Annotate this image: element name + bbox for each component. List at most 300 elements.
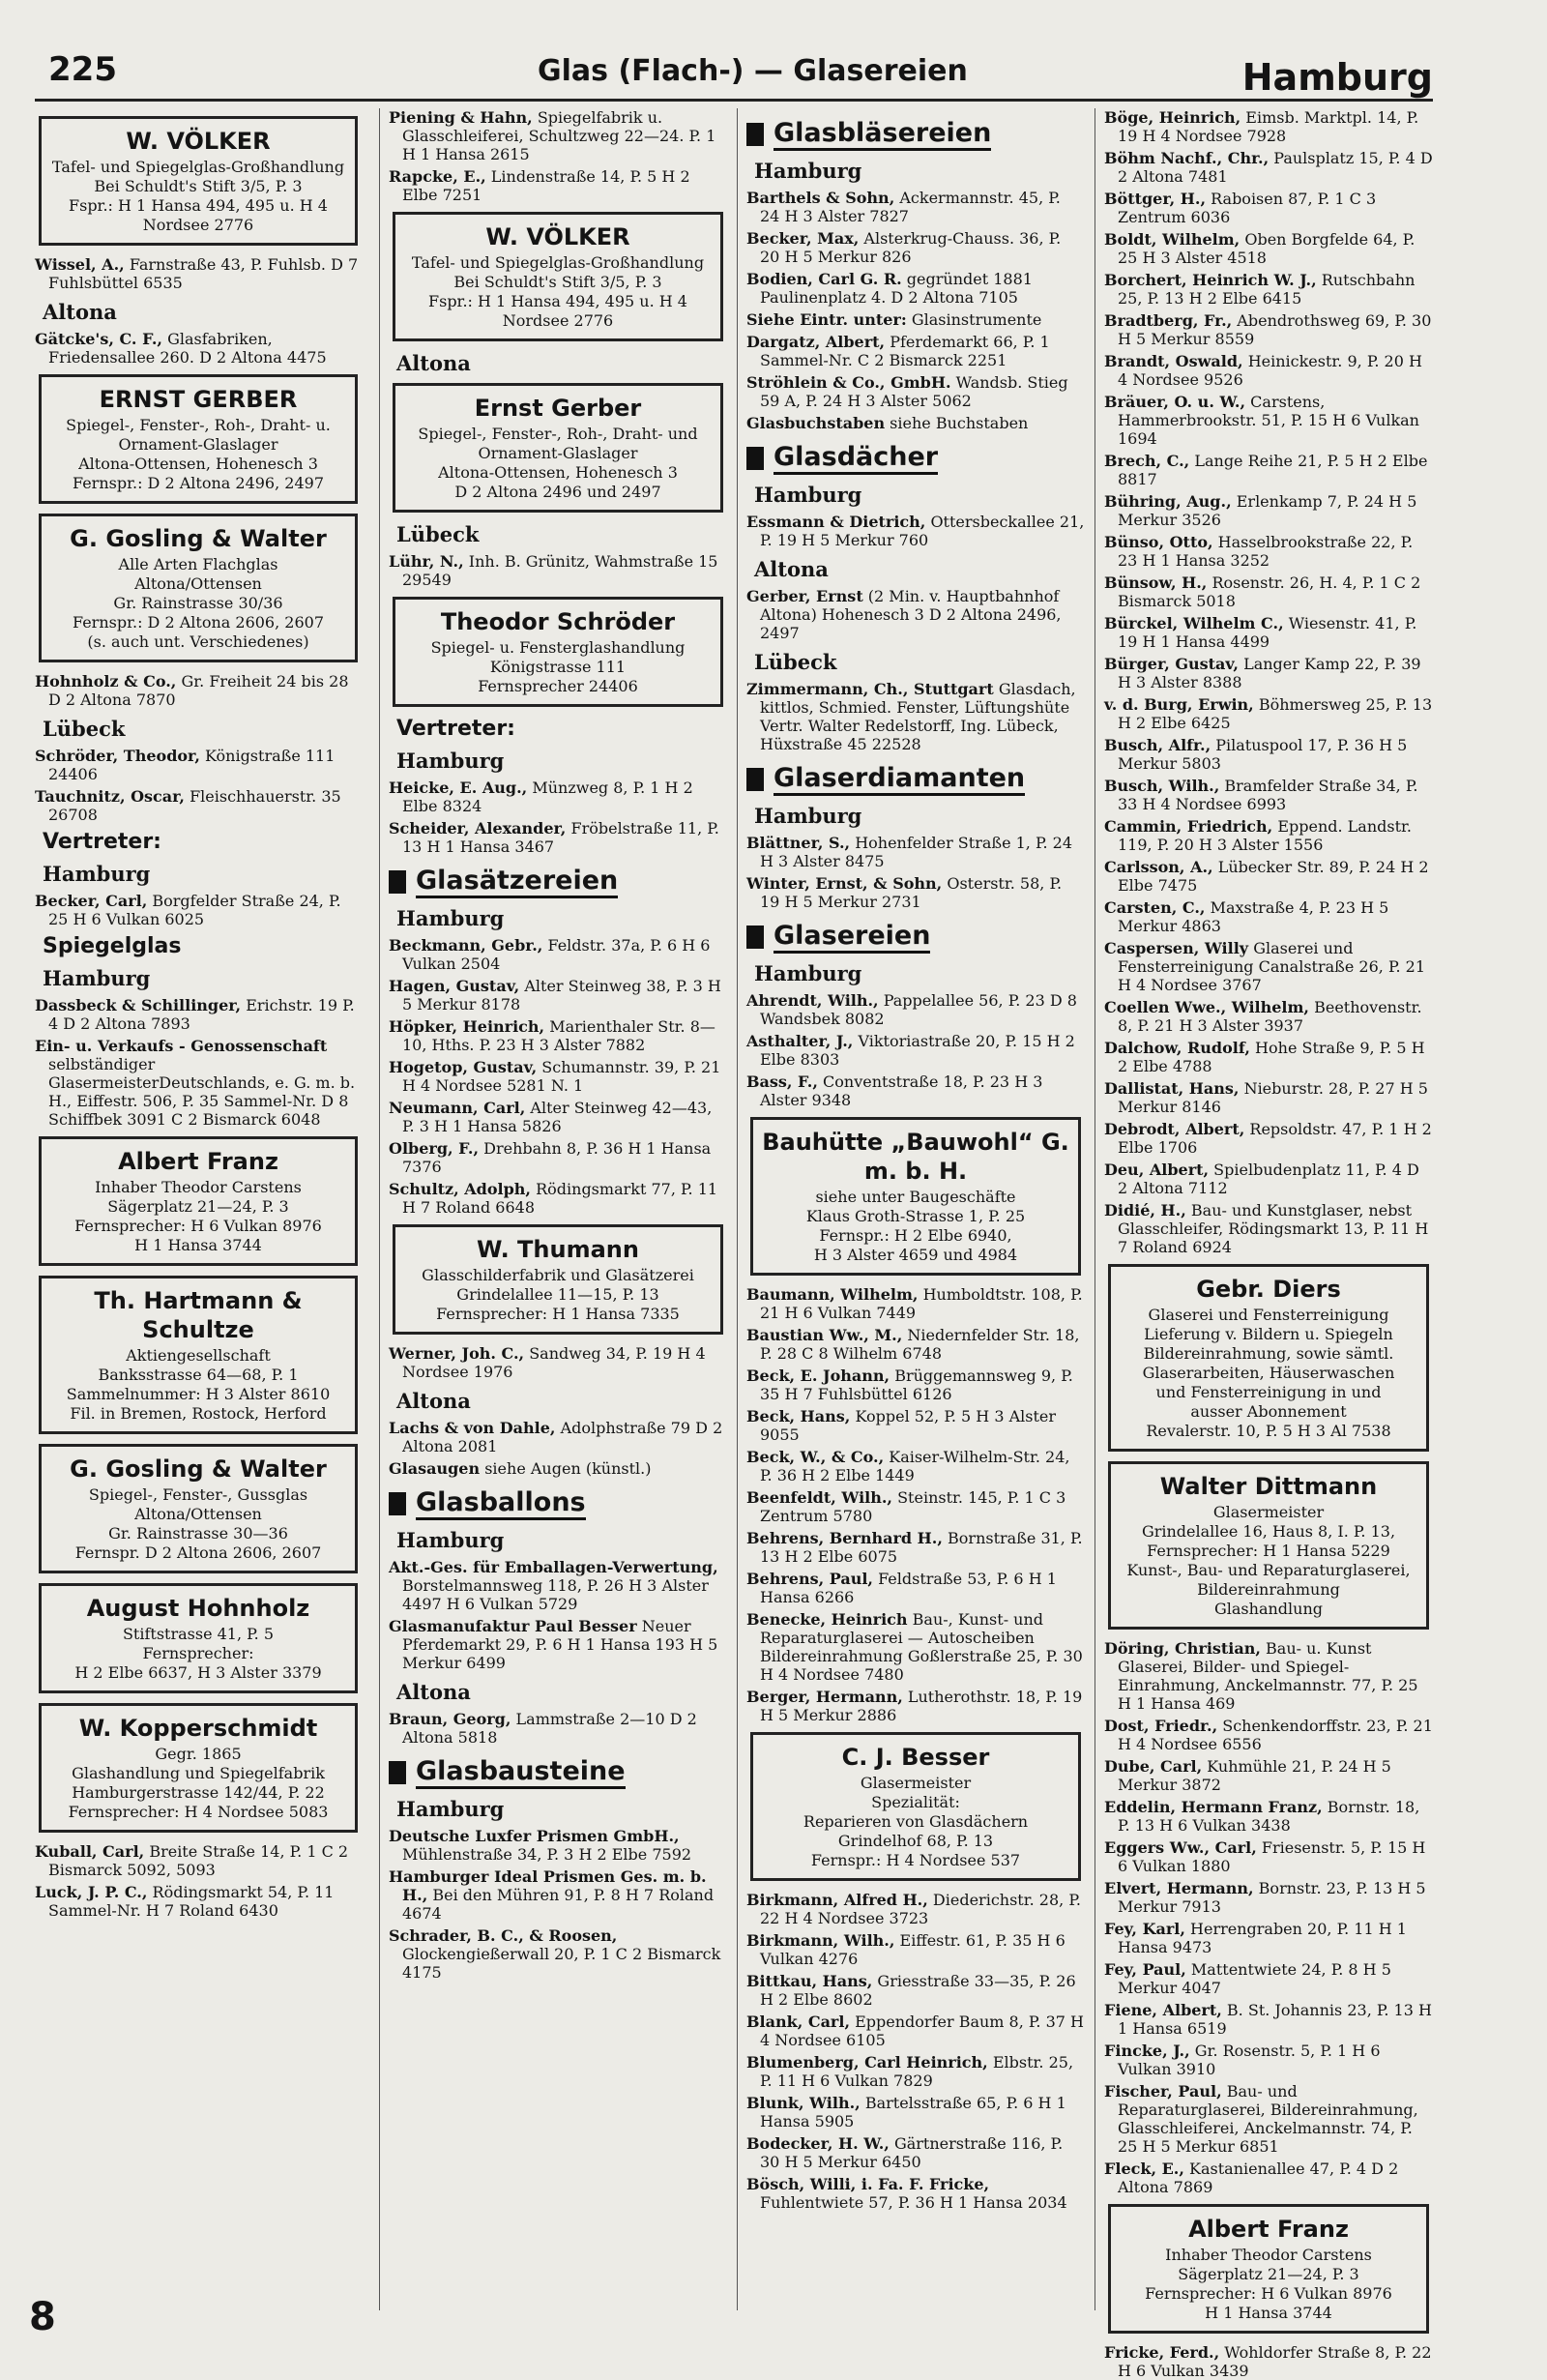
entry-name: Bradtberg, Fr., <box>1104 311 1233 330</box>
entry-name: Eddelin, Hermann Franz, <box>1104 1798 1323 1816</box>
entry-details: Rödingsmarkt 77, P. 11 H 7 Roland 6648 <box>402 1180 718 1217</box>
directory-entry <box>746 1688 1085 1724</box>
entry-name: Bünsow, H., <box>1104 573 1208 592</box>
entry-details: Lammstraße 2—10 D 2 Altona 5818 <box>402 1710 697 1747</box>
directory-entry <box>1104 898 1433 935</box>
advertisement-box <box>393 597 723 707</box>
entry-name: Baustian Ww., M., <box>746 1326 903 1344</box>
entry-name: Böhm Nachf., Chr., <box>1104 149 1270 167</box>
directory-entry <box>1104 1798 1433 1835</box>
section-heading <box>746 763 1085 796</box>
entry-name: Ströhlein & Co., GmbH. <box>746 373 951 392</box>
directory-entry <box>746 1488 1085 1525</box>
entry-details: Abendrothsweg 69, P. 30 H 5 Merkur 8559 <box>1118 311 1432 348</box>
ad-line: Alle Arten Flachglas <box>118 555 278 573</box>
advertisement-box <box>39 1703 358 1833</box>
section-heading <box>746 118 1085 151</box>
section-marker-icon <box>746 447 764 470</box>
entry-details: Beethovenstr. 8, P. 21 H 3 Alster 3937 <box>1118 998 1422 1035</box>
entry-details: Bau-, Kunst- und Reparaturglaserei — Autoscheiben Bildereinrahmung Goßlerstraße 25, P. 30 H 4 Nordsee 7480 <box>760 1610 1083 1684</box>
section-marker-icon <box>389 1761 406 1784</box>
entry-name: Piening & Hahn, <box>389 108 533 127</box>
entry-details: Glasfabriken, Friedensallee 260. D 2 Altona 4475 <box>48 330 327 367</box>
directory-entry <box>746 1931 1085 1968</box>
entry-name: Schrader, B. C., & Roosen, <box>389 1926 618 1945</box>
section-marker-icon <box>746 123 764 146</box>
directory-entry <box>1104 1120 1433 1157</box>
ad-line: Glasermeister <box>860 1774 972 1792</box>
entry-details: Niedernfelder Str. 18, P. 28 C 8 Wilhelm 6748 <box>760 1326 1080 1363</box>
entry-name: Behrens, Bernhard H., <box>746 1529 943 1547</box>
section-title: Glaserdiamanten <box>774 763 1025 796</box>
directory-entry <box>1104 190 1433 226</box>
section-marker-icon <box>746 926 764 949</box>
entry-details: Glaserei und Fensterreinigung Canalstraße 26, P. 21 H 4 Nordsee 3767 <box>1118 939 1425 994</box>
entry-details: Böhmersweg 25, P. 13 H 2 Elbe 6425 <box>1118 695 1433 732</box>
page-header <box>35 39 1433 97</box>
column-3 <box>746 108 1085 2330</box>
ad-line: Glashandlung <box>1213 1600 1323 1618</box>
entry-details: Hohe Straße 9, P. 5 H 2 Elbe 4788 <box>1118 1039 1425 1075</box>
advertisement-box <box>393 383 723 513</box>
entry-name: Dalchow, Rudolf, <box>1104 1039 1250 1057</box>
entry-name: Bräuer, O. u. W., <box>1104 393 1246 411</box>
entry-name: Blunk, Wilh., <box>746 2094 861 2112</box>
ad-company-name: Walter Dittmann <box>1159 1473 1378 1500</box>
entry-name: Siehe Eintr. unter: <box>746 310 907 329</box>
entry-details: Carstens, Hammerbrookstr. 51, P. 15 H 6 Vulkan 1694 <box>1118 393 1419 448</box>
ad-line: Spiegel-, Fenster-, Roh-, Draht- und Ornament-Glaslager <box>418 425 698 462</box>
ad-company-name: W. VÖLKER <box>485 223 630 250</box>
entry-details: Bornstr. 18, P. 13 H 6 Vulkan 3438 <box>1118 1798 1420 1835</box>
ad-line: Altona-Ottensen, Hohenesch 3 <box>78 455 318 473</box>
ad-company-name: C. J. Besser <box>841 1744 990 1771</box>
directory-entry <box>1104 736 1433 773</box>
entry-details: Ottersbeckallee 21, P. 19 H 5 Merkur 760 <box>760 513 1085 549</box>
ad-line: Spiegel-, Fenster-, Gussglas <box>88 1485 308 1504</box>
entry-details: B. St. Johannis 23, P. 13 H 1 Hansa 6519 <box>1118 2001 1432 2038</box>
entry-details: (2 Min. v. Hauptbahnhof Altona) Hohenesch 3 D 2 Altona 2496, 2497 <box>760 587 1062 642</box>
directory-entry <box>389 1180 727 1217</box>
section-title: Glasdächer <box>774 442 938 475</box>
entry-details: Raboisen 87, P. 1 C 3 Zentrum 6036 <box>1118 190 1377 226</box>
entry-name: Birkmann, Alfred H., <box>746 1891 928 1909</box>
ad-line: Glashandlung und Spiegelfabrik <box>72 1764 325 1782</box>
entry-name: Braun, Georg, <box>389 1710 511 1728</box>
directory-entry <box>1104 858 1433 895</box>
city-heading: Lübeck <box>43 717 126 741</box>
entry-details: Breite Straße 14, P. 1 C 2 Bismarck 5092, 5093 <box>48 1842 349 1879</box>
advertisement-box <box>1108 1461 1429 1630</box>
entry-name: Luck, J. P. C., <box>35 1883 148 1901</box>
entry-details: Feldstraße 53, P. 6 H 1 Hansa 6266 <box>760 1570 1057 1606</box>
entry-name: Winter, Ernst, & Sohn, <box>746 874 943 893</box>
entry-name: Bittkau, Hans, <box>746 1972 873 1990</box>
directory-entry <box>1104 1039 1433 1075</box>
city-heading: Altona <box>396 1680 471 1704</box>
directory-entry <box>35 1842 362 1879</box>
entry-name: Beck, Hans, <box>746 1407 851 1425</box>
entry-name: Zimmermann, Ch., Stuttgart <box>746 680 994 698</box>
directory-entry <box>35 787 362 824</box>
city-heading: Hamburg <box>43 862 151 886</box>
directory-entry <box>746 1891 1085 1927</box>
entry-name: Bühring, Aug., <box>1104 492 1232 511</box>
entry-name: Bünso, Otto, <box>1104 533 1213 551</box>
ad-line: Grindelhof 68, P. 13 <box>837 1832 994 1850</box>
directory-entry <box>35 892 362 928</box>
directory-entry <box>1104 1639 1433 1713</box>
city-heading: Altona <box>754 557 829 581</box>
section-marker-icon <box>389 1492 406 1515</box>
entry-name: Bürckel, Wilhelm C., <box>1104 614 1284 632</box>
entry-name: Lachs & von Dahle, <box>389 1419 556 1437</box>
ad-line: Glasermeister <box>1212 1503 1325 1521</box>
directory-entry <box>746 1072 1085 1109</box>
entry-name: Olberg, F., <box>389 1139 480 1158</box>
entry-details: Koppel 52, P. 5 H 3 Alster 9055 <box>760 1407 1057 1444</box>
entry-name: Schröder, Theodor, <box>35 747 200 765</box>
ad-company-name: Theodor Schröder <box>440 608 676 635</box>
entry-details: siehe Buchstaben <box>890 414 1029 432</box>
entry-name: Carlsson, A., <box>1104 858 1213 876</box>
directory-entry <box>389 1617 727 1672</box>
entry-details: Lindenstraße 14, P. 5 H 2 Elbe 7251 <box>402 167 690 204</box>
directory-entry <box>746 229 1085 266</box>
entry-details: Schenkendorffstr. 23, P. 21 H 4 Nordsee 6556 <box>1118 1717 1433 1753</box>
entry-details: siehe Augen (künstl.) <box>484 1459 652 1478</box>
entry-details: Paulsplatz 15, P. 4 D 2 Altona 7481 <box>1118 149 1433 186</box>
entry-details: Glockengießerwall 20, P. 1 C 2 Bismarck 4175 <box>402 1945 721 1982</box>
entry-name: Böttger, H., <box>1104 190 1207 208</box>
entry-name: Beck, W., & Co., <box>746 1448 885 1466</box>
directory-entry <box>746 270 1085 307</box>
directory-entry <box>746 680 1085 753</box>
directory-entry <box>1104 655 1433 691</box>
ad-line: Fernspr. D 2 Altona 2606, 2607 <box>74 1543 322 1562</box>
directory-entry <box>1104 817 1433 854</box>
entry-name: Fricke, Ferd., <box>1104 2343 1220 2362</box>
ad-line: Fernsprecher: H 1 Hansa 7335 <box>436 1305 680 1323</box>
entry-name: Beck, E. Johann, <box>746 1366 890 1385</box>
ad-company-name: G. Gosling & Walter <box>70 1455 327 1483</box>
ad-line: Inhaber Theodor Carstens <box>95 1178 302 1196</box>
advertisement-box <box>750 1732 1081 1881</box>
ad-line: und Fensterreinigung in und <box>1155 1383 1382 1401</box>
directory-entry <box>1104 230 1433 267</box>
entry-details: Nieburstr. 28, P. 27 H 5 Merkur 8146 <box>1118 1079 1428 1116</box>
entry-details: Bartelsstraße 65, P. 6 H 1 Hansa 5905 <box>760 2094 1066 2130</box>
entry-name: Glasbuchstaben <box>746 414 886 432</box>
directory-entry <box>746 1366 1085 1403</box>
city-heading: Hamburg <box>754 159 862 183</box>
entry-name: Blättner, S., <box>746 834 851 852</box>
section-heading <box>389 1487 727 1520</box>
ad-line: Fspr.: H 1 Hansa 494, 495 u. H 4 Nordsee 2776 <box>69 196 328 234</box>
directory-entry <box>1104 2001 1433 2038</box>
ad-line: Bei Schuldt's Stift 3/5, P. 3 <box>453 273 662 291</box>
entry-name: Deutsche Luxfer Prismen GmbH., <box>389 1827 680 1845</box>
entry-details: Fuhlentwiete 57, P. 36 H 1 Hansa 2034 <box>760 2193 1067 2212</box>
directory-entry <box>389 108 727 163</box>
ad-line: Glaserarbeiten, Häuserwaschen <box>1142 1364 1395 1382</box>
directory-entry <box>746 1326 1085 1363</box>
entry-name: Didié, H., <box>1104 1201 1186 1219</box>
entry-name: Hogetop, Gustav, <box>389 1058 538 1076</box>
ad-line: Spezialität: <box>871 1793 960 1811</box>
ad-line: Spiegel-, Fenster-, Roh-, Draht- u. Ornament-Glaslager <box>66 416 331 454</box>
directory-entry <box>1104 1879 1433 1916</box>
directory-entry <box>389 819 727 856</box>
entry-name: Fischer, Paul, <box>1104 2082 1222 2101</box>
advertisement-box <box>750 1117 1081 1276</box>
entry-name: Fey, Paul, <box>1104 1960 1186 1979</box>
entry-details: Wohldorfer Straße 8, P. 22 H 6 Vulkan 3439 <box>1118 2343 1432 2380</box>
entry-name: Bodien, Carl G. R. <box>746 270 902 288</box>
ad-line: Fernsprecher: H 1 Hansa 5229 <box>1147 1542 1390 1560</box>
ad-line: Fernspr.: D 2 Altona 2606, 2607 <box>72 613 324 632</box>
entry-details: Inh. B. Grünitz, Wahmstraße 15 29549 <box>402 552 718 589</box>
city-heading: Hamburg <box>754 483 862 507</box>
city-heading: Hamburg <box>754 804 862 828</box>
ad-line: Lieferung v. Bildern u. Spiegeln <box>1144 1325 1393 1343</box>
entry-name: Dassbeck & Schillinger, <box>35 996 242 1014</box>
directory-entry <box>746 1972 1085 2009</box>
directory-entry <box>746 310 1085 329</box>
entry-details: Mattentwiete 24, P. 8 H 5 Merkur 4047 <box>1118 1960 1391 1997</box>
entry-details: Adolphstraße 79 D 2 Altona 2081 <box>402 1419 723 1455</box>
advertisement-box <box>1108 1264 1429 1452</box>
entry-details: Kaiser-Wilhelm-Str. 24, P. 36 H 2 Elbe 1449 <box>760 1448 1070 1484</box>
directory-entry <box>1104 998 1433 1035</box>
entry-name: Kuball, Carl, <box>35 1842 145 1861</box>
entry-details: Gr. Rosenstr. 5, P. 1 H 6 Vulkan 3910 <box>1118 2042 1381 2078</box>
entry-name: Becker, Max, <box>746 229 860 248</box>
entry-name: Boldt, Wilhelm, <box>1104 230 1241 249</box>
entry-details: Hasselbrookstraße 22, P. 23 H 1 Hansa 3252 <box>1118 533 1414 570</box>
entry-name: Scheider, Alexander, <box>389 819 567 837</box>
section-heading <box>389 866 727 898</box>
section-heading <box>746 921 1085 954</box>
entry-details: Repsoldstr. 47, P. 1 H 2 Elbe 1706 <box>1118 1120 1432 1157</box>
city-heading: Hamburg <box>754 961 862 985</box>
directory-entry <box>746 2134 1085 2171</box>
directory-entry <box>746 1285 1085 1322</box>
entry-name: Bass, F., <box>746 1072 818 1091</box>
entry-name: Carsten, C., <box>1104 898 1206 917</box>
directory-entry <box>389 1419 727 1455</box>
page-number: 225 <box>48 50 117 89</box>
directory-entry <box>1104 1920 1433 1956</box>
directory-entry <box>389 1867 727 1923</box>
ad-line: Inhaber Theodor Carstens <box>1165 2246 1372 2264</box>
entry-name: Elvert, Hermann, <box>1104 1879 1254 1897</box>
page-title: Glas (Flach-) — Glasereien <box>538 54 968 88</box>
entry-details: Bornstr. 23, P. 13 H 5 Merkur 7913 <box>1118 1879 1426 1916</box>
entry-details: Bei den Mühren 91, P. 8 H 7 Roland 4674 <box>402 1886 715 1923</box>
city-heading: Lübeck <box>754 650 837 674</box>
directory-entry <box>1104 1838 1433 1875</box>
entry-name: Neumann, Carl, <box>389 1099 526 1117</box>
advertisement-box <box>39 514 358 662</box>
directory-entry <box>389 1099 727 1135</box>
entry-details: Lübecker Str. 89, P. 24 H 2 Elbe 7475 <box>1118 858 1429 895</box>
directory-entry <box>389 936 727 973</box>
entry-details: Königstraße 111 24406 <box>48 747 336 783</box>
city-heading: Altona <box>43 300 117 324</box>
entry-details: Erlenkamp 7, P. 24 H 5 Merkur 3526 <box>1118 492 1417 529</box>
entry-name: Ahrendt, Wilh., <box>746 991 879 1010</box>
ad-company-name: Ernst Gerber <box>474 395 642 422</box>
ad-line: Fernsprecher 24406 <box>478 677 638 695</box>
entry-details: Oben Borgfelde 64, P. 25 H 3 Alster 4518 <box>1118 230 1416 267</box>
entry-name: Hamburger Ideal Prismen Ges. m. b. H., <box>389 1867 707 1904</box>
entry-details: Rödingsmarkt 54, P. 11 Sammel-Nr. H 7 Roland 6430 <box>48 1883 335 1920</box>
entry-name: Birkmann, Wilh., <box>746 1931 895 1950</box>
ad-line: Glasschilderfabrik und Glasätzerei <box>422 1266 694 1284</box>
ad-company-name: G. Gosling & Walter <box>70 525 327 552</box>
directory-entry <box>746 189 1085 225</box>
ad-line: Sägerplatz 21—24, P. 3 <box>107 1197 289 1216</box>
entry-name: Akt.-Ges. für Emballagen-Verwertung, <box>389 1558 718 1576</box>
ad-company-name: Bauhütte „Bauwohl“ G. m. b. H. <box>762 1129 1069 1185</box>
ad-line: Tafel- und Spiegelglas-Großhandlung <box>51 158 345 176</box>
entry-details: Bau- und Kunstglaser, nebst Glasschleifer, Rödingsmarkt 13, P. 11 H 7 Roland 6924 <box>1118 1201 1429 1256</box>
directory-entry <box>35 747 362 783</box>
directory-entry <box>1104 939 1433 994</box>
ad-line: Kunst-, Bau- und Reparaturglaserei, Bildereinrahmung <box>1126 1561 1411 1599</box>
entry-name: Fincke, J., <box>1104 2042 1190 2060</box>
entry-details: Ackermannstr. 45, P. 24 H 3 Alster 7827 <box>760 189 1061 225</box>
entry-details: Friesenstr. 5, P. 15 H 6 Vulkan 1880 <box>1118 1838 1426 1875</box>
entry-name: Barthels & Sohn, <box>746 189 895 207</box>
entry-name: Höpker, Heinrich, <box>389 1017 545 1036</box>
ad-line: H 1 Hansa 3744 <box>1205 2304 1332 2322</box>
entry-details: Langer Kamp 22, P. 39 H 3 Alster 8388 <box>1118 655 1421 691</box>
city-heading: Altona <box>396 1389 471 1413</box>
directory-entry <box>746 874 1085 911</box>
entry-name: Hagen, Gustav, <box>389 977 520 995</box>
ad-line: Fil. in Bremen, Rostock, Herford <box>70 1404 327 1423</box>
entry-details: Eiffestr. 61, P. 35 H 6 Vulkan 4276 <box>760 1931 1065 1968</box>
ad-line: Banksstrasse 64—68, P. 1 <box>98 1366 299 1384</box>
directory-entry <box>746 1610 1085 1684</box>
entry-name: Asthalter, J., <box>746 1032 854 1050</box>
ad-line: Grindelallee 16, Haus 8, I. P. 13, <box>1141 1522 1396 1541</box>
entry-details: Bramfelder Straße 34, P. 33 H 4 Nordsee 6993 <box>1118 777 1418 813</box>
ad-line: Gr. Rainstrasse 30—36 <box>108 1524 288 1543</box>
city-heading: Altona <box>396 351 471 375</box>
directory-entry <box>35 672 362 709</box>
entry-name: Schultz, Adolph, <box>389 1180 531 1198</box>
advertisement-box <box>39 116 358 246</box>
running-city: Hamburg <box>1241 56 1433 99</box>
ad-line: Fernsprecher: <box>142 1644 254 1662</box>
entry-details: Sandweg 34, P. 19 H 4 Nordsee 1976 <box>402 1344 706 1381</box>
directory-entry <box>1104 1757 1433 1794</box>
entry-details: Erichstr. 19 P. 4 D 2 Altona 7893 <box>48 996 355 1033</box>
ad-line: Altona/Ottensen <box>134 574 262 593</box>
directory-entry <box>1104 695 1433 732</box>
directory-entry <box>1104 352 1433 389</box>
entry-details: Rosenstr. 26, H. 4, P. 1 C 2 Bismarck 5018 <box>1118 573 1421 610</box>
ad-line: Bildereinrahmung, sowie sämtl. <box>1143 1344 1394 1363</box>
entry-name: Gerber, Ernst <box>746 587 863 605</box>
ad-line: siehe unter Baugeschäfte <box>815 1188 1016 1206</box>
ad-line: Glaserei und Fensterreinigung <box>1148 1306 1389 1324</box>
advertisement-box <box>39 1136 358 1266</box>
entry-name: Ein- u. Verkaufs - Genossenschaft <box>35 1037 328 1055</box>
directory-entry <box>746 2053 1085 2090</box>
entry-name: Rapcke, E., <box>389 167 486 186</box>
directory-entry <box>389 977 727 1014</box>
ad-line: Fernspr.: H 2 Elbe 6940, <box>819 1226 1012 1245</box>
ad-line: Revalerstr. 10, P. 5 H 3 Al 7538 <box>1146 1422 1391 1440</box>
entry-details: Gr. Freiheit 24 bis 28 D 2 Altona 7870 <box>48 672 349 709</box>
directory-entry <box>746 513 1085 549</box>
entry-name: Fleck, E., <box>1104 2160 1184 2178</box>
directory-entry <box>746 2094 1085 2130</box>
entry-details: Humboldtstr. 108, P. 21 H 6 Vulkan 7449 <box>760 1285 1083 1322</box>
ad-line: Königstrasse 111 <box>489 658 627 676</box>
ad-line: Fernspr.: H 4 Nordsee 537 <box>810 1851 1021 1869</box>
entry-details: Kuhmühle 21, P. 24 H 5 Merkur 3872 <box>1118 1757 1391 1794</box>
directory-entry <box>746 333 1085 369</box>
advertisement-box <box>1108 2204 1429 2334</box>
subheading: Spiegelglas <box>43 934 182 958</box>
entry-name: Fiene, Albert, <box>1104 2001 1222 2019</box>
directory-entry <box>389 1459 727 1478</box>
ad-line: Hamburgerstrasse 142/44, P. 22 <box>72 1783 325 1802</box>
entry-name: Borchert, Heinrich W. J., <box>1104 271 1317 289</box>
city-heading: Hamburg <box>396 749 505 773</box>
directory-entry <box>746 1448 1085 1484</box>
entry-name: Glasmanufaktur Paul Besser <box>389 1617 637 1635</box>
ad-line: H 2 Elbe 6637, H 3 Alster 3379 <box>74 1663 322 1682</box>
entry-name: Döring, Christian, <box>1104 1639 1261 1658</box>
directory-entry <box>1104 492 1433 529</box>
entry-details: Lutherothstr. 18, P. 19 H 5 Merkur 2886 <box>760 1688 1083 1724</box>
ad-line: Fernspr.: D 2 Altona 2496, 2497 <box>72 474 324 492</box>
subheading: Vertreter: <box>43 830 161 854</box>
entry-details: Glasdach, kittlos, Schmied. Fenster, Lüftungshüte Vertr. Walter Redelstorff, Ing. Lübeck, Hüxstraße 45 22528 <box>760 680 1076 753</box>
entry-details: Eppend. Landstr. 119, P. 20 H 3 Alster 1556 <box>1118 817 1412 854</box>
ad-company-name: W. Thumann <box>477 1236 639 1263</box>
city-heading: Lübeck <box>396 522 480 546</box>
entry-details: Bau- u. Kunst Glaserei, Bilder- und Spiegel-Einrahmung, Anckelmannstr. 77, P. 25 H 1 Hansa 469 <box>1118 1639 1418 1713</box>
entry-name: Werner, Joh. C., <box>389 1344 525 1363</box>
entry-name: Bösch, Willi, i. Fa. F. Fricke, <box>746 2175 990 2193</box>
ad-line: Sammelnummer: H 3 Alster 8610 <box>66 1385 331 1403</box>
entry-name: Beenfeldt, Wilh., <box>746 1488 892 1507</box>
entry-name: Dost, Friedr., <box>1104 1717 1218 1735</box>
section-title: Glasätzereien <box>416 866 618 898</box>
ad-company-name: W. VÖLKER <box>126 128 271 155</box>
entry-details: Feldstr. 37a, P. 6 H 6 Vulkan 2504 <box>402 936 711 973</box>
directory-entry <box>746 373 1085 410</box>
footer-mark: 8 <box>29 2295 56 2339</box>
directory-entry <box>746 991 1085 1028</box>
entry-name: Dargatz, Albert, <box>746 333 886 351</box>
entry-details: Pferdemarkt 66, P. 1 Sammel-Nr. C 2 Bismarck 2251 <box>760 333 1050 369</box>
directory-entry <box>389 552 727 589</box>
directory-entry <box>1104 452 1433 488</box>
entry-name: Dallistat, Hans, <box>1104 1079 1240 1098</box>
ad-company-name: ERNST GERBER <box>99 386 298 413</box>
ad-line: Altona-Ottensen, Hohenesch 3 <box>438 463 678 482</box>
entry-details: Borgfelder Straße 24, P. 25 H 6 Vulkan 6025 <box>48 892 341 928</box>
entry-name: Böge, Heinrich, <box>1104 108 1241 127</box>
